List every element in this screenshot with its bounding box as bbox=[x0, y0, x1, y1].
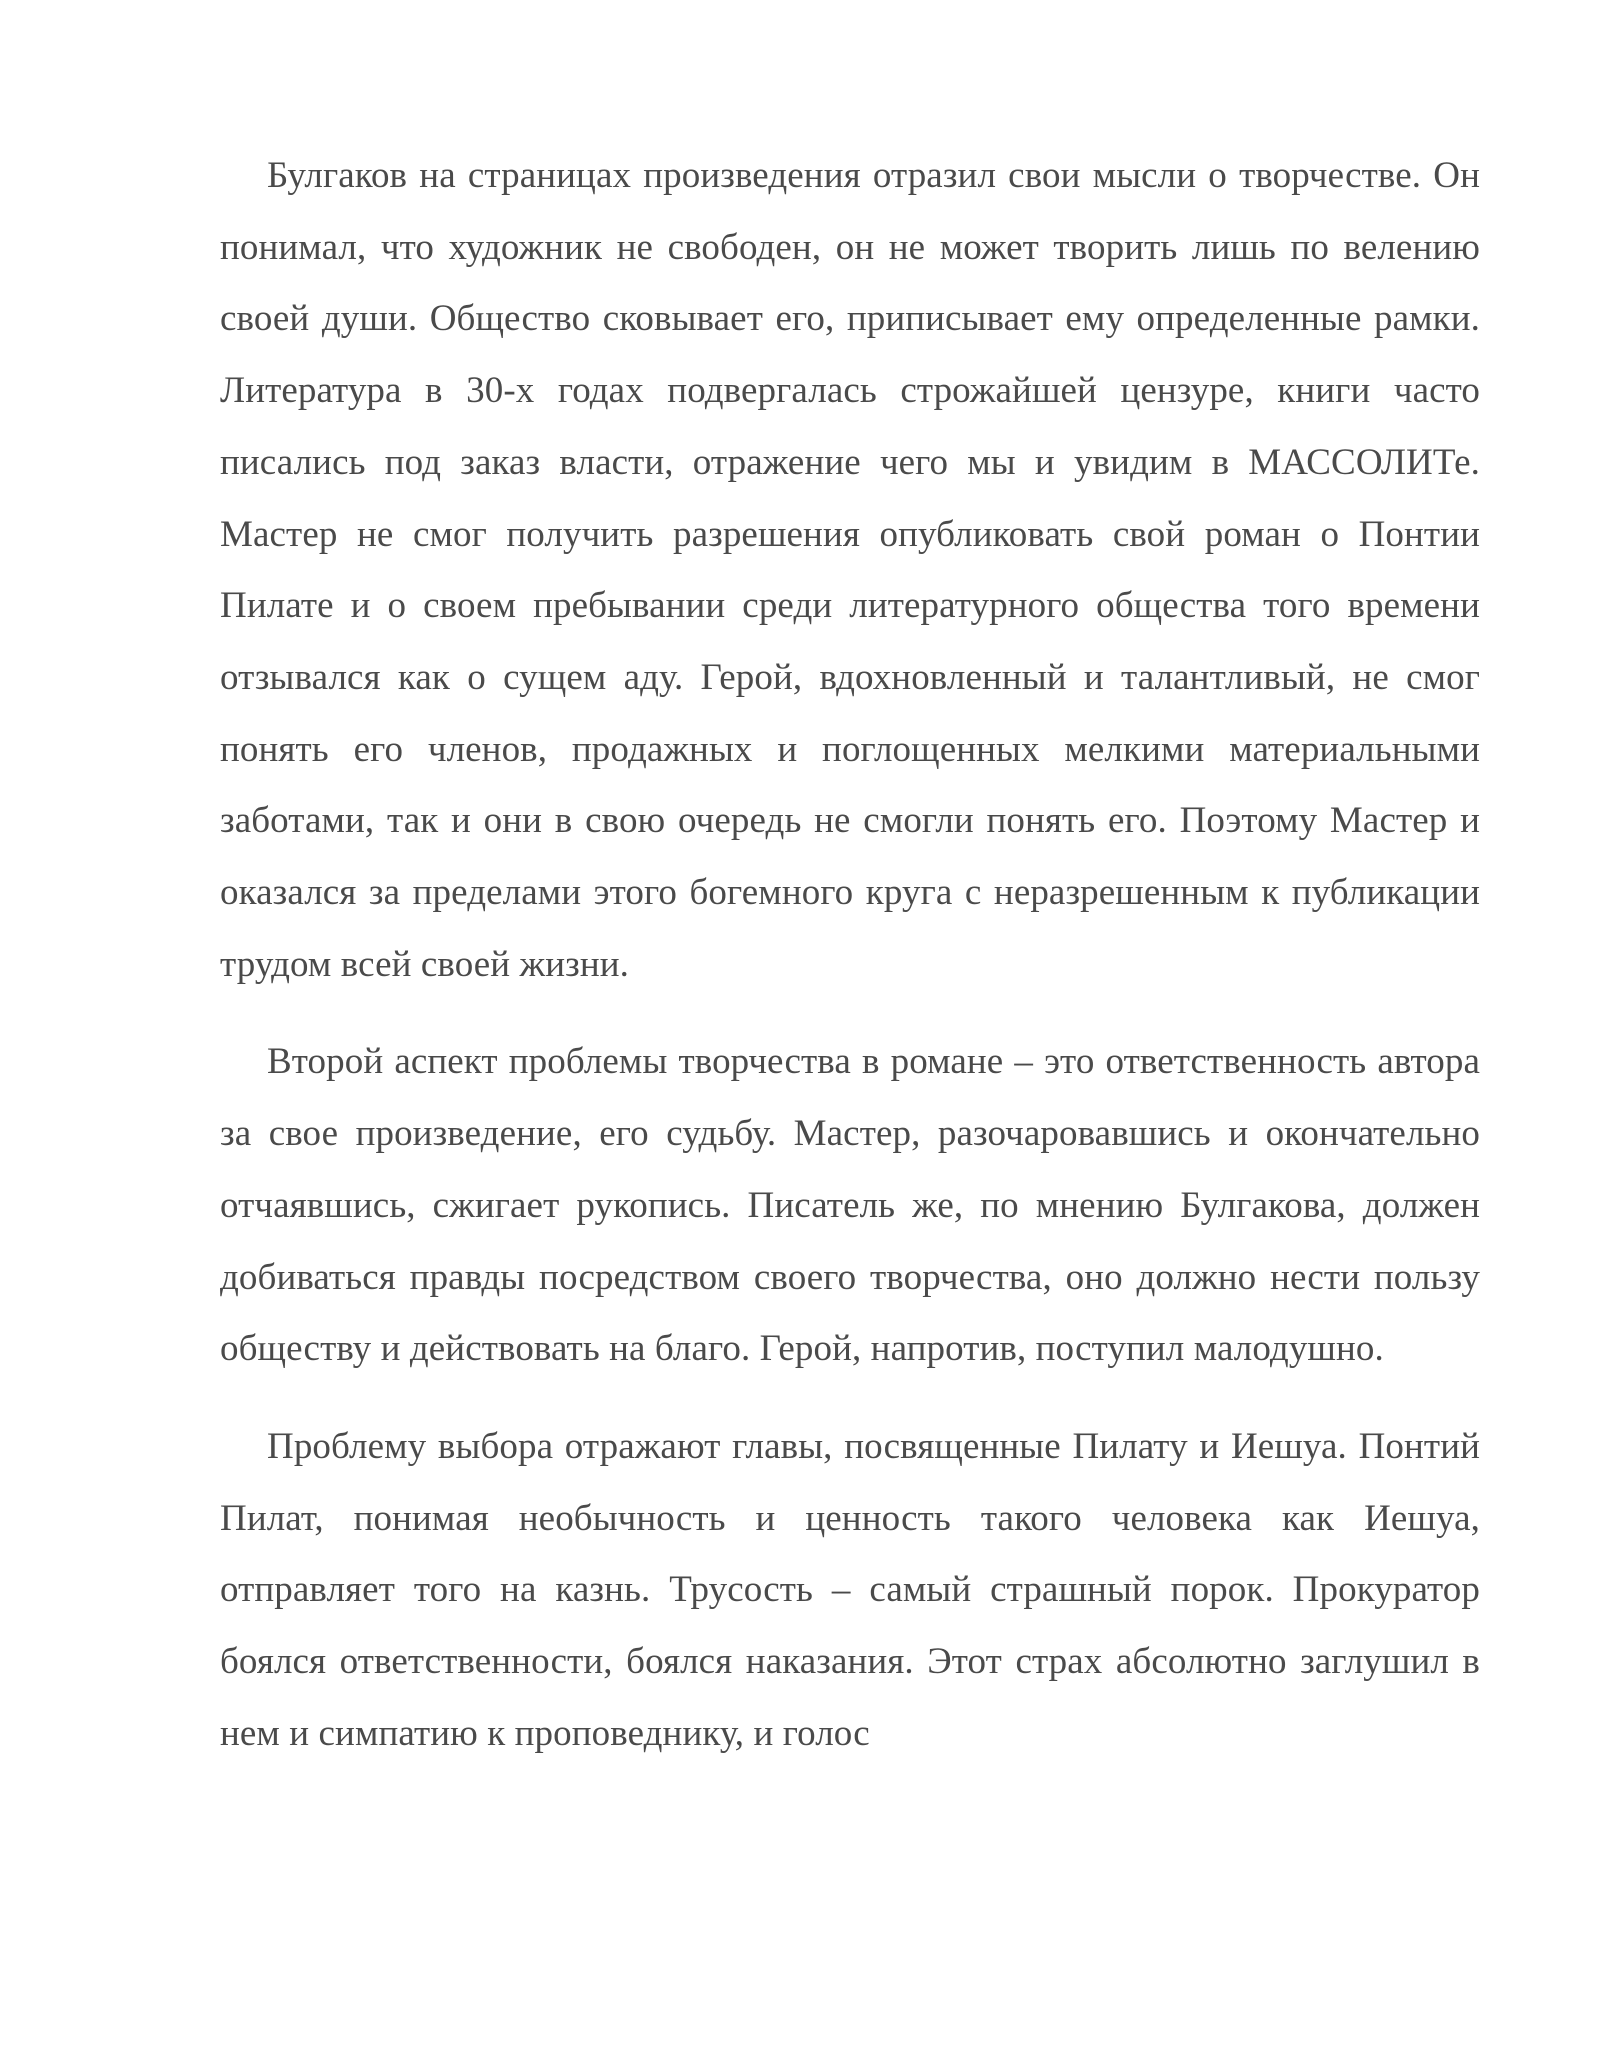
paragraph-creativity: Булгаков на страницах произведения отразил свои мысли о творчестве. Он понимал, что художник не свободен, он не может творить лишь по велению своей души. Общество сковывает его, приписывает ему определенные рамки. Литература в 30-х годах подвергалась строжайшей цензуре, книги часто писались под заказ власти, отражение чего мы и увидим в МАССОЛИТе. Мастер не смог получить разрешения опубликовать свой роман о Понтии Пилате и о своем пребывании среди литературного общества того времени отзывался как о сущем аду. Герой, вдохновленный и талантливый, не смог понять его членов, продажных и поглощенных мелкими материальными заботами, так и они в свою очередь не смогли понять его. Поэтому Мастер и оказался за пределами этого богемного круга с неразрешенным к публикации трудом всей своей жизни. bbox=[220, 155, 1480, 985]
paragraph-choice: Проблему выбора отражают главы, посвященные Пилату и Иешуа. Понтий Пилат, понимая необычность и ценность такого человека как Иешуа, отправляет того на казнь. Трусость – самый страшный порок. Прокуратор боялся ответственности, боялся наказания. Этот страх абсолютно заглушил в нем и симпатию к проповеднику, и голос bbox=[220, 1425, 1480, 1754]
document-page bbox=[220, 140, 1480, 1769]
paragraph-responsibility: Второй аспект проблемы творчества в романе – это ответственность автора за свое произведение, его судьбу. Мастер, разочаровавшись и окончательно отчаявшись, сжигает рукопись. Писатель же, по мнению Булгакова, должен добиваться правды посредством своего творчества, оно должно нести пользу обществу и действовать на благо. Герой, напротив, поступил малодушно. bbox=[220, 1041, 1480, 1370]
